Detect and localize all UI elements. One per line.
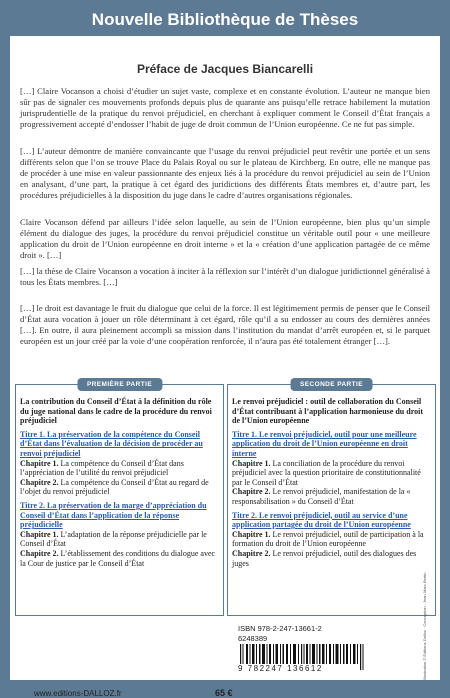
preface-paragraph-1: […] Claire Vocanson a choisi d’étudier un sujet vaste, complexe et en constante évolution. L’auteur ne manque bien sûr pas de signaler ces mouvements profonds depuis plus de quarante ans puisqu’elle retrace habilement la mutation jurisprudentielle de la pratique du renvoi préjudiciel, en cherchant à expliquer comment le Conseil d’État français a progressivement accepté d’endosser l’habit de juge de droit commun de l’Union européenne. Ce ne fut pas simple. [20,86,430,129]
chapter-text: La conciliation de la procédure du renvoi préjudiciel avec la question prioritaire de constitutionnalité par le Conseil d’État [232,458,421,487]
back-cover-page [10,36,440,698]
chapter-label: Chapitre 2. [20,477,59,487]
price: 65 € [215,688,233,698]
credit-text: Illustration © Éditions Dalloz · Conception : Jean-Marc Bertin [422,572,427,680]
chapter-label: Chapitre 2. [20,548,59,558]
part-two-panel [227,381,436,616]
part-one-tab: PREMIÈRE PARTIE [77,378,162,391]
chapter-label: Chapitre 1. [232,458,271,468]
chapter-text: La compétence du Conseil d’État dans l’appréciation de l’utilité du renvoi préjudiciel [20,458,184,478]
chapter-label: Chapitre 1. [20,458,59,468]
barcode-digits: 9 782247 136612 [238,664,323,673]
series-header [0,0,450,40]
chapter-text: La compétence du Conseil d’État au regard de l’objet du renvoi préjudiciel [20,477,209,497]
preface-paragraph-5: […] le droit est davantage le fruit du dialogue que celui de la force. Il est légitimement permis de penser que le Conseil d’État aura vocation à jouer un rôle déterminant à cet égard, rôle qu’il a su endosser au cours des dernières années […]. En outre, il aura pleinement accompli sa mission dans l’institution du mandat d’arrêt européen et, si le parquet européen est un jour créé par la voie d’une coopération renforcée, il n’aura pas été totalement étranger […]. [20,303,430,346]
preface-paragraph-4: […] la thèse de Claire Vocanson a vocation à inciter à la réflexion sur l’intérêt d’un dialogue juridictionnel généralisé à tous les États membres. […] [20,266,430,287]
part-two-titre-2: Titre 2. Le renvoi préjudiciel, outil au service d’une application partagée du droit de l’Union européenne [232,510,411,530]
part-one-titre-2: Titre 2. La préservation de la marge d’appréciation du Conseil d’État dans l’application de la réponse préjudicielle [20,500,207,530]
chapter-label: Chapitre 2. [232,548,271,558]
part-two-titre-1: Titre 1. Le renvoi préjudiciel, outil pour une meilleure application du droit de l’Union européenne en droit interne [232,429,417,458]
preface-title: Préface de Jacques Biancarelli [136,62,314,76]
preface-paragraph-2: […] L’auteur démontre de manière convaincante que l’usage du renvoi préjudiciel peut revêtir une portée et un sens différents selon que l’on se trouve Place du Palais Royal ou sur le plateau de Kirchberg. En outre, elle ne manque pas de procéder à une mise en valeur passionnante des enjeux liés à la procédure du renvoi préjudiciel au sein de l’Union en analysant, d’une part, la pratique à cet égard des juridictions des différents États membres et, d’autre part, les procédures préjudicielles à la disposition du juge dans le cadre d’autres organisations régionales. [20,146,430,200]
preface-paragraph-3: Claire Vocanson défend par ailleurs l’idée selon laquelle, au sein de l’Union européenne, bien plus qu’un simple élément du dialogue des juges, la procédure du renvoi préjudiciel constitue un véritable outil pour « une meilleure application du droit de l’Union européenne en droit interne » et la « création d’une application partagée de ce même droit ». […] [20,217,430,260]
isbn-label: ISBN 978-2-247-13661-2 [238,624,322,633]
isbn-code: 6248389 [238,634,268,643]
chapter-label: Chapitre 1. [232,529,271,539]
part-one-panel [15,381,224,616]
part-two-tab: SECONDE PARTIE [290,378,373,391]
chapter-text: L’établissement des conditions du dialogue avec la Cour de justice par le Conseil d’État [20,548,216,568]
part-one-title: La contribution du Conseil d’État à la définition du rôle du juge national dans le cadre de la procédure du renvoi préjudiciel [20,397,212,426]
chapter-text: Le renvoi préjudiciel, outil de participation à la formation du droit de l’Union européenne [232,529,424,549]
chapter-text: Le renvoi préjudiciel, manifestation de la « responsabilisation » du Conseil d’État [232,487,411,506]
chapter-label: Chapitre 1. [20,529,59,539]
chapter-text: L’adaptation de la réponse préjudicielle par le Conseil d’État [20,529,207,549]
part-two-title: Le renvoi préjudiciel : outil de collaboration du Conseil d’État contribuant à l’application harmonieuse du droit de l’Union européenne [232,397,423,426]
chapter-text: Le renvoi préjudiciel, outil des dialogues des juges [232,548,417,568]
isbn-barcode-block [238,624,418,676]
publisher-website: www.editions-DALLOZ.fr [34,689,122,698]
chapter-label: Chapitre 2. [232,487,271,497]
illustration-credit [422,572,432,680]
series-title: Nouvelle Bibliothèque de Thèses [91,10,359,29]
part-one-titre-1: Titre 1. La préservation de la compétence du Conseil d’État dans l’évaluation de la décision de procéder au renvoi préjudiciel [20,429,203,458]
